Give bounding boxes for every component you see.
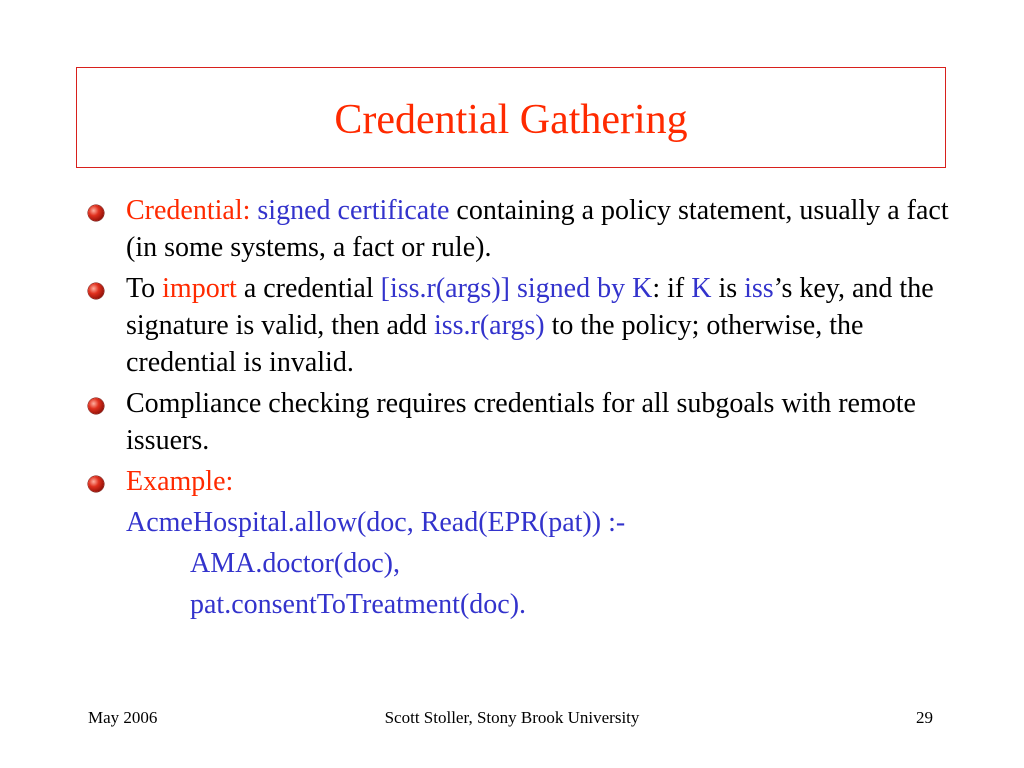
bullet-text: Credential: signed certificate containing a policy statement, usually a fact (in some systems, a fact or rule). — [126, 195, 949, 263]
example-line-body: pat.consentToTreatment(doc). — [190, 589, 527, 620]
bullet-text: To import a credential [iss.r(args)] signed by K: if K is iss’s key, and the signature is valid, then add iss.r(args) to the policy; otherwise, the credential is invalid. — [126, 273, 934, 378]
bullet-icon — [88, 205, 104, 221]
bullet-text: Example: — [126, 466, 234, 497]
footer-author: Scott Stoller, Stony Brook University — [384, 708, 640, 727]
bullet-text: Compliance checking requires credentials for all subgoals with remote issuers. — [126, 388, 916, 456]
slide-title-box — [76, 67, 946, 168]
slide-content — [88, 192, 968, 627]
example-line-body: AMA.doctor(doc), — [190, 548, 400, 579]
bullet-item-example — [88, 463, 968, 500]
bullet-icon — [88, 283, 104, 299]
footer-page-number: 29 — [916, 708, 933, 727]
bullet-item-import — [88, 270, 968, 381]
example-line-head: AcmeHospital.allow(doc, Read(EPR(pat)) :- — [126, 507, 626, 538]
bullet-icon — [88, 476, 104, 492]
bullet-icon — [88, 398, 104, 414]
footer-date: May 2006 — [88, 708, 158, 727]
slide-title: Credential Gathering — [334, 96, 688, 143]
bullet-item-compliance — [88, 385, 968, 459]
bullet-item-credential — [88, 192, 968, 266]
